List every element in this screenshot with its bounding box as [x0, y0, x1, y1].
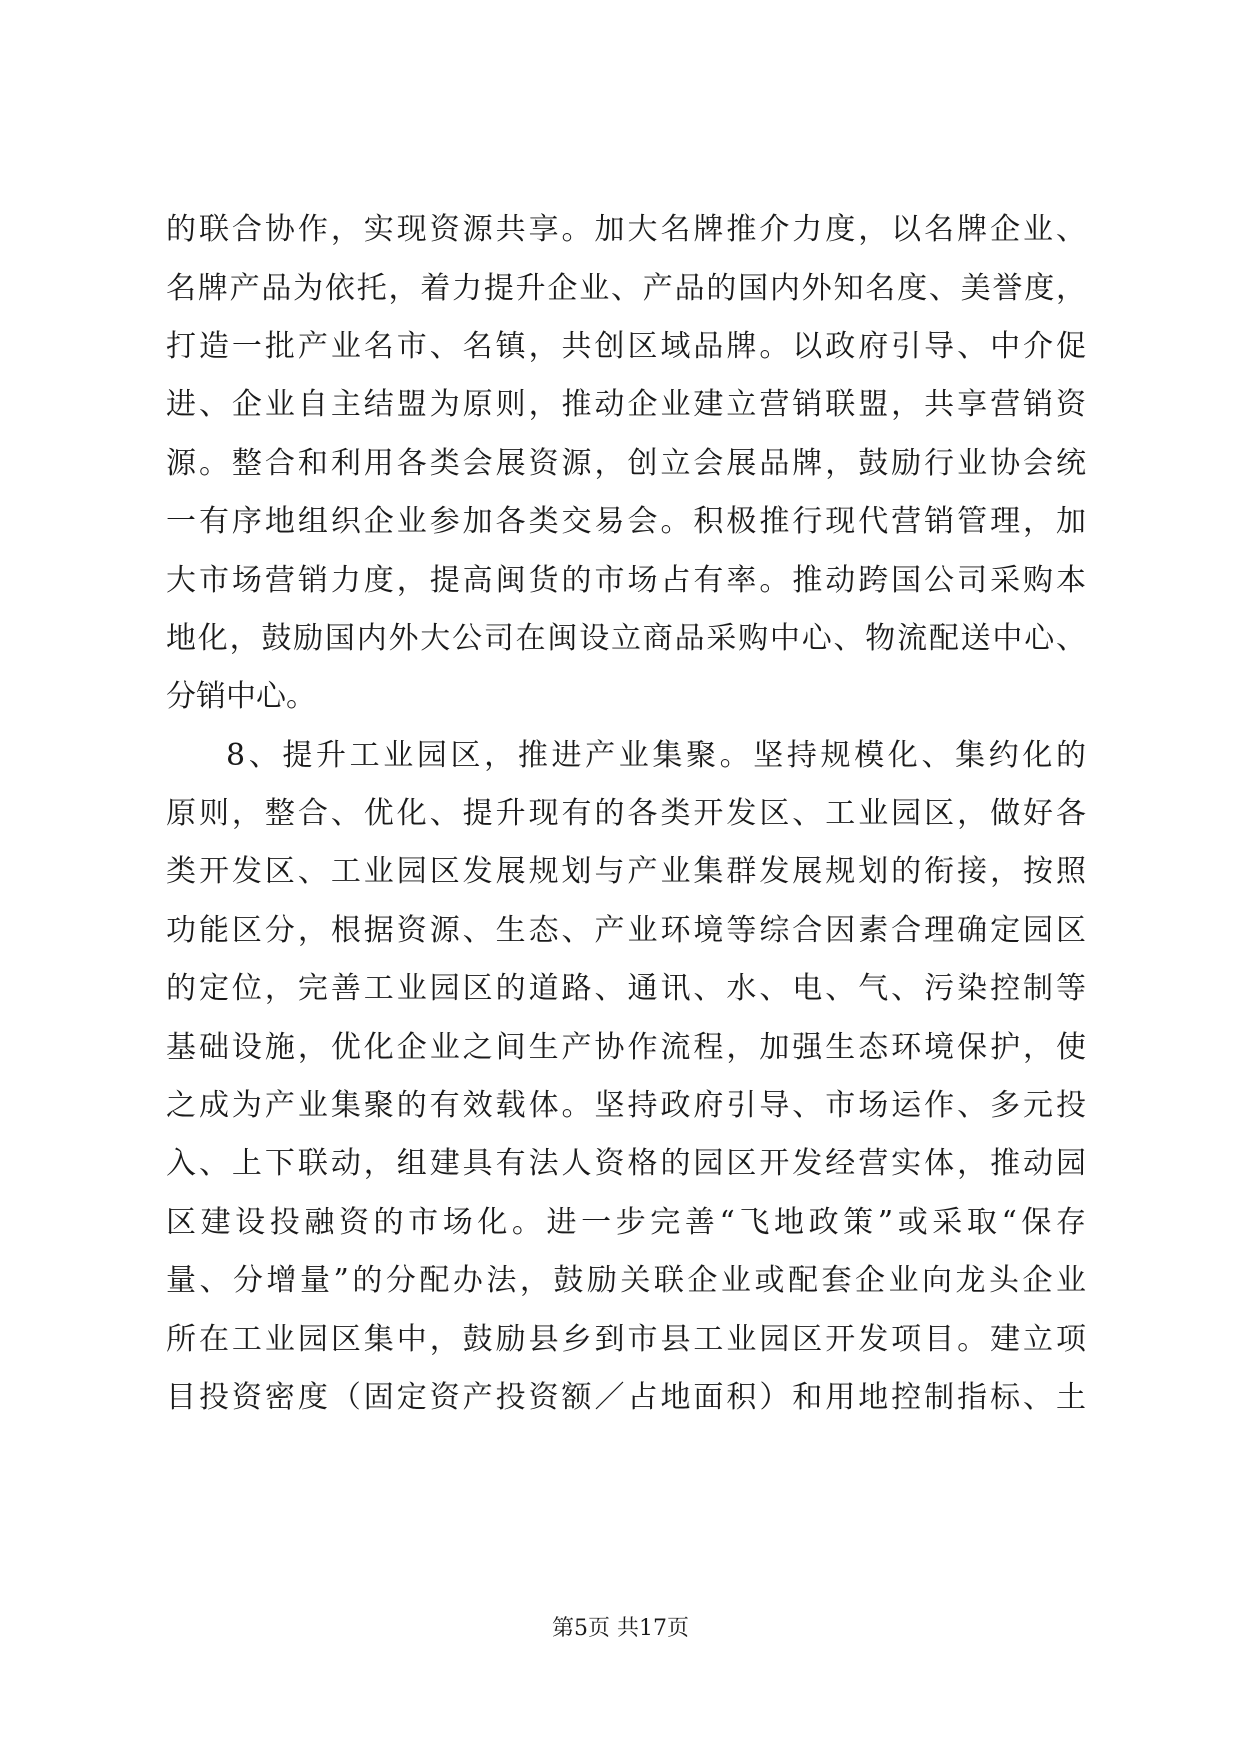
text-line: 进、企业自主结盟为原则，推动企业建立营销联盟，共享营销资	[166, 387, 1086, 422]
text-line: 打造一批产业名市、名镇，共创区域品牌。以政府引导、中介促	[166, 329, 1086, 364]
text-line: 地化，鼓励国内外大公司在闽设立商品采购中心、物流配送中心、	[166, 621, 1086, 656]
text-line: 区建设投融资的市场化。进一步完善“飞地政策”或采取“保存	[166, 1205, 1086, 1240]
text-line: 基础设施，优化企业之间生产协作流程，加强生态环境保护，使	[166, 1030, 1086, 1065]
text-line: 名牌产品为依托，着力提升企业、产品的国内外知名度、美誉度，	[166, 271, 1086, 306]
text-line: 功能区分，根据资源、生态、产业环境等综合因素合理确定园区	[166, 913, 1086, 948]
text-line: 分销中心。	[166, 679, 316, 714]
text-line: 之成为产业集聚的有效载体。坚持政府引导、市场运作、多元投	[166, 1088, 1086, 1123]
text-line: 源。整合和利用各类会展资源，创立会展品牌，鼓励行业协会统	[166, 446, 1086, 481]
text-line: 类开发区、工业园区发展规划与产业集群发展规划的衔接，按照	[166, 854, 1086, 889]
text-line: 的联合协作，实现资源共享。加大名牌推介力度，以名牌企业、	[166, 212, 1086, 247]
text-line: 大市场营销力度，提高闽货的市场占有率。推动跨国公司采购本	[166, 563, 1086, 598]
text-line: 所在工业园区集中，鼓励县乡到市县工业园区开发项目。建立项	[166, 1322, 1086, 1357]
page-number-footer: 第5页 共17页	[552, 1616, 689, 1641]
text-line: 原则，整合、优化、提升现有的各类开发区、工业园区，做好各	[166, 796, 1086, 831]
text-line: 一有序地组织企业参加各类交易会。积极推行现代营销管理，加	[166, 504, 1086, 539]
text-line: 目投资密度（固定资产投资额／占地面积）和用地控制指标、土	[166, 1380, 1086, 1415]
text-line: 8、提升工业园区，推进产业集聚。坚持规模化、集约化的	[226, 738, 1086, 773]
text-line: 入、上下联动，组建具有法人资格的园区开发经营实体，推动园	[166, 1146, 1086, 1181]
text-line: 的定位，完善工业园区的道路、通讯、水、电、气、污染控制等	[166, 971, 1086, 1006]
text-line: 量、分增量”的分配办法，鼓励关联企业或配套企业向龙头企业	[166, 1263, 1086, 1298]
